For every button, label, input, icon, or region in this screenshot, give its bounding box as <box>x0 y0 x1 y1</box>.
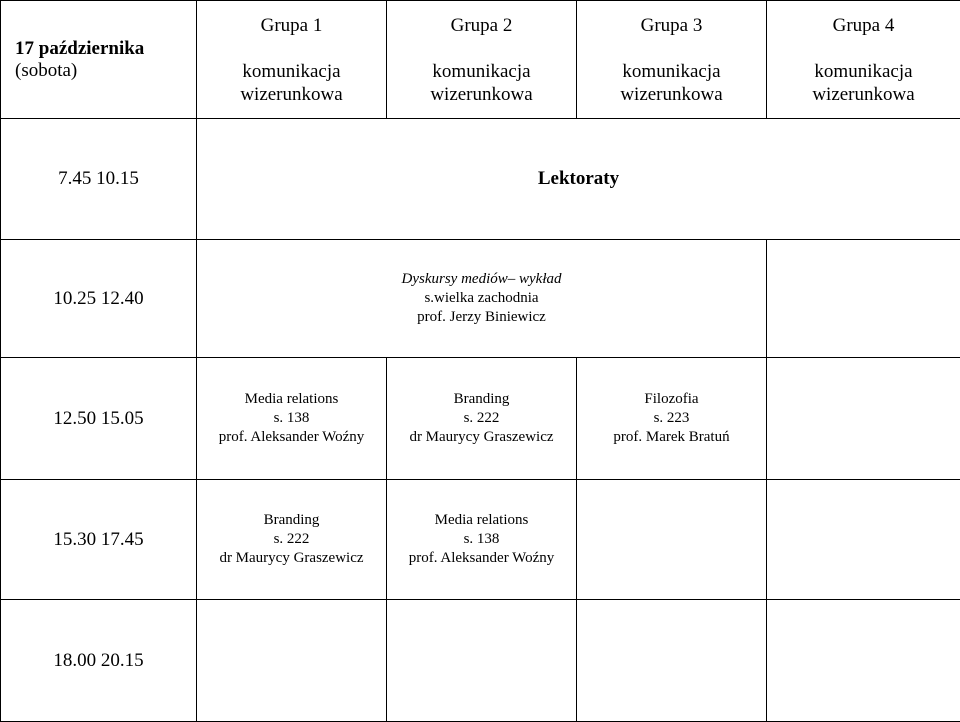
slot-row-1 <box>1 119 960 240</box>
course-cell <box>197 480 387 600</box>
group-2-line1: komunikacja <box>432 61 530 82</box>
course-title: Branding <box>454 391 510 407</box>
lektoraty-cell: Lektoraty <box>197 119 960 240</box>
time-cell-3: 12.50 15.05 <box>1 358 197 480</box>
empty-cell <box>767 358 960 480</box>
course-title: Filozofia <box>644 391 698 407</box>
slot-row-3 <box>1 358 960 480</box>
empty-cell <box>767 600 960 722</box>
time-cell-1: 7.45 10.15 <box>1 119 197 240</box>
time-cell-5: 18.00 20.15 <box>1 600 197 722</box>
group-2-header <box>387 1 577 119</box>
course-cell <box>197 358 387 480</box>
course-room: s. 223 <box>654 410 690 426</box>
group-1-name: Grupa 1 <box>261 15 323 36</box>
group-1-line2: wizerunkowa <box>240 84 342 105</box>
empty-cell <box>767 480 960 600</box>
slot-row-2 <box>1 240 960 358</box>
empty-cell <box>577 600 767 722</box>
course-room: s. 222 <box>464 410 500 426</box>
course-teacher: prof. Aleksander Woźny <box>219 429 365 445</box>
group-2-name: Grupa 2 <box>451 15 513 36</box>
group-3-name: Grupa 3 <box>641 15 703 36</box>
course-teacher: prof. Aleksander Woźny <box>409 550 555 566</box>
date-label: 17 października <box>15 38 144 59</box>
header-row <box>1 1 960 119</box>
course-room: s. 222 <box>274 531 310 547</box>
course-cell <box>577 358 767 480</box>
lecture-title: Dyskursy mediów– wykład <box>402 271 562 287</box>
course-teacher: dr Maurycy Graszewicz <box>409 429 553 445</box>
course-teacher: prof. Marek Bratuń <box>613 429 729 445</box>
time-cell-2: 10.25 12.40 <box>1 240 197 358</box>
date-cell <box>1 1 197 119</box>
group-4-line1: komunikacja <box>814 61 912 82</box>
lecture-teacher: prof. Jerzy Biniewicz <box>417 309 546 325</box>
empty-cell <box>197 600 387 722</box>
course-cell <box>387 480 577 600</box>
group-2-line2: wizerunkowa <box>430 84 532 105</box>
lecture-cell <box>197 240 767 358</box>
course-room: s. 138 <box>274 410 310 426</box>
lecture-room: s.wielka zachodnia <box>424 290 538 306</box>
course-teacher: dr Maurycy Graszewicz <box>219 550 363 566</box>
group-4-name: Grupa 4 <box>833 15 895 36</box>
course-room: s. 138 <box>464 531 500 547</box>
group-1-header <box>197 1 387 119</box>
slot-row-5 <box>1 600 960 722</box>
course-title: Media relations <box>245 391 339 407</box>
group-3-line2: wizerunkowa <box>620 84 722 105</box>
course-cell <box>387 358 577 480</box>
group-4-line2: wizerunkowa <box>812 84 914 105</box>
course-title: Branding <box>264 512 320 528</box>
group-4-header <box>767 1 960 119</box>
group-3-header <box>577 1 767 119</box>
group-1-line1: komunikacja <box>242 61 340 82</box>
course-title: Media relations <box>435 512 529 528</box>
time-cell-4: 15.30 17.45 <box>1 480 197 600</box>
slot-row-4 <box>1 480 960 600</box>
group-3-line1: komunikacja <box>622 61 720 82</box>
day-label: (sobota) <box>15 60 77 81</box>
empty-cell <box>577 480 767 600</box>
empty-cell <box>767 240 960 358</box>
empty-cell <box>387 600 577 722</box>
